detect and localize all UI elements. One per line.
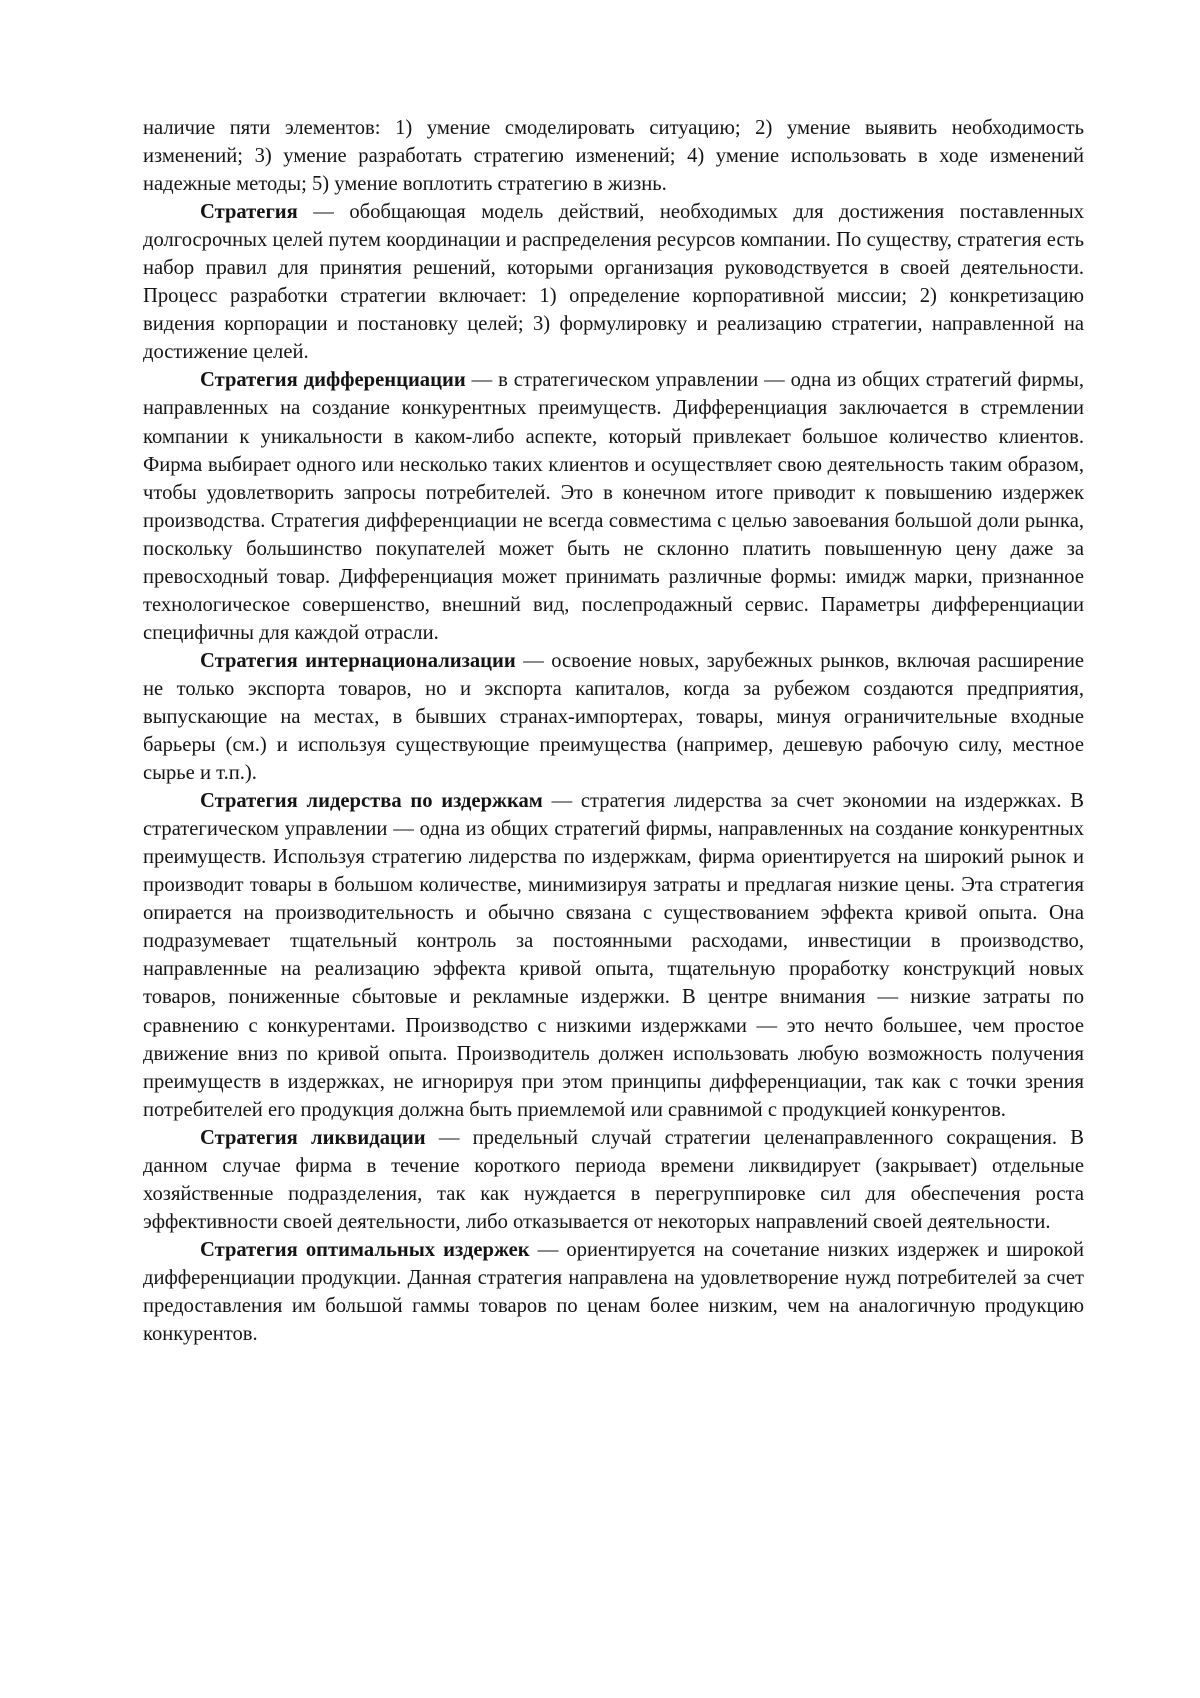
term-heading: Стратегия интернационализации (200, 649, 516, 672)
term-heading: Стратегия лидерства по издержкам (200, 790, 543, 813)
paragraph-text: — в стратегическом управлении — одна из общих стратегий фирмы, направленных на создание конкурентных преимуществ. Дифференциация заключается в стремлении компании к уникальности в каком-либо аспекте, который привлекает большое количество клиентов. Фирма выбирает одного или несколько таких клиентов и осуществляет свою деятельность таким образом, чтобы удовлетворить запросы потребителей. Это в конечном итоге приводит к повышению издержек производства. Стратегия дифференциации не всегда совместима с целью завоевания большой доли рынка, поскольку большинство покупателей может быть не склонно платить повышенную цену даже за превосходный товар. Дифференциация может принимать различные формы: имидж марки, признанное технологическое совершенство, внешний вид, послепродажный сервис. Параметры дифференциации специфичны для каждой отрасли. (143, 369, 1084, 644)
paragraph-liquidation-strategy (143, 1124, 1084, 1236)
paragraph-strategy (143, 198, 1084, 366)
term-heading: Стратегия дифференциации (200, 369, 466, 392)
paragraph-continuation (143, 114, 1084, 198)
term-heading: Стратегия (200, 201, 298, 224)
paragraph-text: — обобщающая модель действий, необходимых для достижения поставленных долгосрочных целей путем координации и распределения ресурсов компании. По существу, стратегия есть набор правил для принятия решений, которыми организация руководствуется в своей деятельности. Процесс разработки стратегии включает: 1) определение корпоративной миссии; 2) конкретизацию видения корпорации и постановку целей; 3) формулировку и реализацию стратегии, направленной на достижение целей. (143, 201, 1084, 364)
paragraph-optimal-cost-strategy (143, 1236, 1084, 1348)
document-page (143, 114, 1084, 1348)
paragraph-text: — освоение новых, зарубежных рынков, включая расширение не только экспорта товаров, но и экспорта капиталов, когда за рубежом создаются предприятия, выпускающие на местах, в бывших странах-импортерах, товары, минуя ограничительные входные барьеры (см.) и используя существующие преимущества (например, дешевую рабочую силу, местное сырье и т.п.). (143, 649, 1084, 785)
paragraph-differentiation-strategy (143, 366, 1084, 646)
paragraph-text: — ориентируется на сочетание низких издержек и широкой дифференциации продукции. Данная стратегия направлена на удовлетворение нужд потребителей за счет предоставления им большой гаммы товаров по ценам более низким, чем на аналогичную продукцию конкурентов. (143, 1238, 1084, 1346)
paragraph-text: — стратегия лидерства за счет экономии на издержках. В стратегическом управлении — одна из общих стратегий фирмы, направленных на создание конкурентных преимуществ. Используя стратегию лидерства по издержкам, фирма ориентируется на широкий рынок и производит товары в большом количестве, минимизируя затраты и предлагая низкие цены. Эта стратегия опирается на производительность и обычно связана с существованием эффекта кривой опыта. Она подразумевает тщательный контроль за постоянными расходами, инвестиции в производство, направленные на реализацию эффекта кривой опыта, тщательную проработку конструкций новых товаров, пониженные сбытовые и рекламные издержки. В центре внимания — низкие затраты по сравнению с конкурентами. Производство с низкими издержками — это нечто большее, чем простое движение вниз по кривой опыта. Производитель должен использовать любую возможность получения преимуществ в издержках, не игнорируя при этом принципы дифференциации, так как с точки зрения потребителей его продукция должна быть приемлемой или сравнимой с продукцией конкурентов. (143, 790, 1084, 1121)
paragraph-cost-leadership-strategy (143, 787, 1084, 1124)
paragraph-text: — предельный случай стратегии целенаправленного сокращения. В данном случае фирма в течение короткого периода времени ликвидирует (закрывает) отдельные хозяйственные подразделения, так как нуждается в перегруппировке сил для обеспечения роста эффективности своей деятельности, либо отказывается от некоторых направлений своей деятельности. (143, 1126, 1084, 1233)
paragraph-internationalization-strategy (143, 647, 1084, 787)
term-heading: Стратегия оптимальных издержек (200, 1238, 530, 1261)
paragraph-text: наличие пяти элементов: 1) умение смоделировать ситуацию; 2) умение выявить необходимость изменений; 3) умение разработать стратегию изменений; 4) умение использовать в ходе изменений надежные методы; 5) умение воплотить стратегию в жизнь. (143, 117, 1084, 196)
term-heading: Стратегия ликвидации (200, 1126, 426, 1149)
